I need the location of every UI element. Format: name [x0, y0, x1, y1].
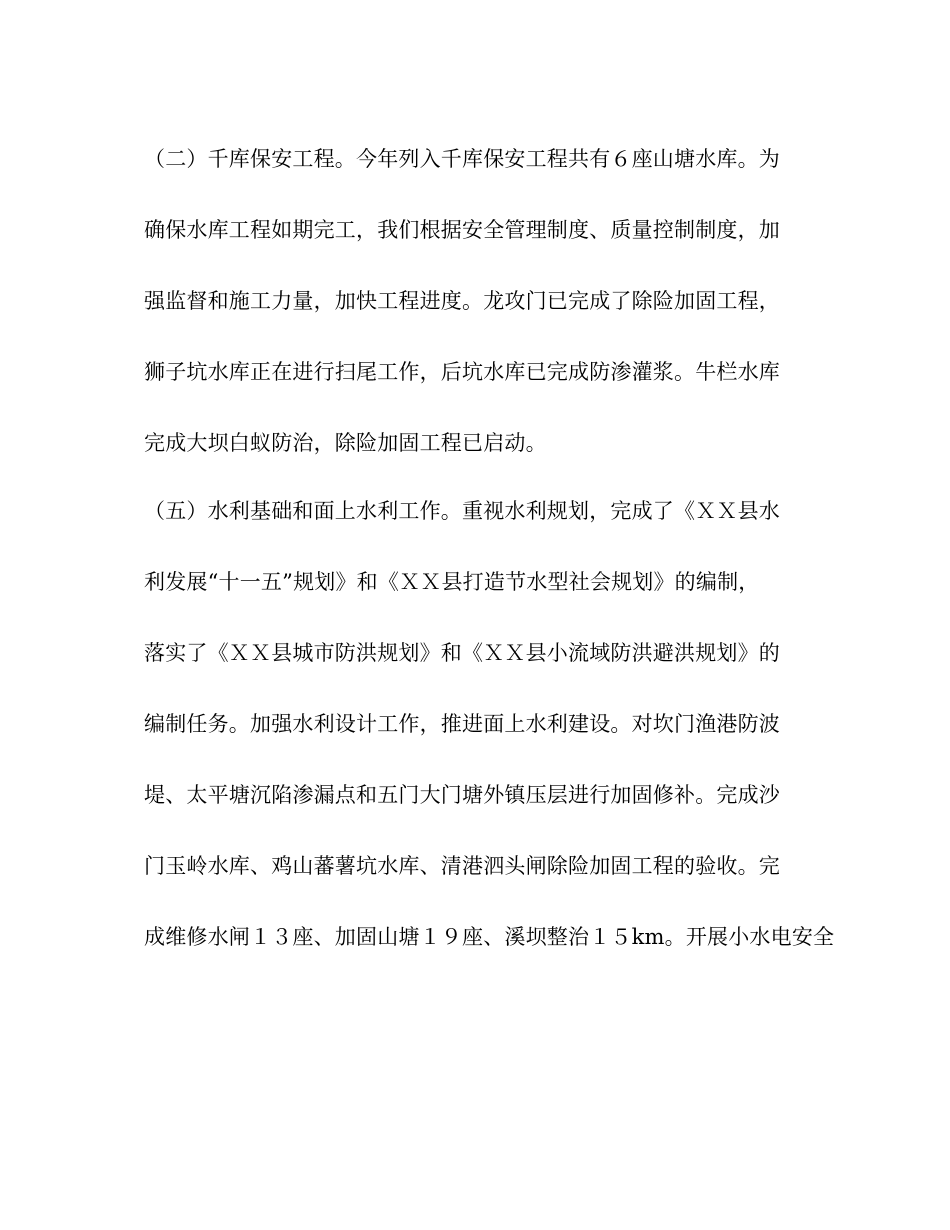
text-line: （二）千库保安工程。今年列入千库保安工程共有６座山塘水库。为: [144, 147, 780, 171]
text-line: 狮子坑水库正在进行扫尾工作，后坑水库已完成防渗灌浆。牛栏水库: [144, 360, 780, 384]
text-line: 编制任务。加强水利设计工作，推进面上水利建设。对坎门渔港防波: [144, 712, 780, 736]
text-line: 利发展“十一五”规划》和《ＸＸ县打造节水型社会规划》的编制，: [144, 570, 760, 594]
text-line: 门玉岭水库、鸡山蕃薯坑水库、清港泗头闸除险加固工程的验收。完: [144, 854, 780, 878]
text-line: 确保水库工程如期完工，我们根据安全管理制度、质量控制制度，加: [144, 218, 780, 242]
text-line: 完成大坝白蚁防治，除险加固工程已启动。: [144, 431, 547, 455]
text-line: 落实了《ＸＸ县城市防洪规划》和《ＸＸ县小流域防洪避洪规划》的: [144, 641, 780, 665]
text-line: （五）水利基础和面上水利工作。重视水利规划，完成了《ＸＸ县水: [144, 499, 780, 523]
text-line: 成维修水闸１３座、加固山塘１９座、溪坝整治１５km。开展小水电安全: [144, 925, 835, 949]
text-line: 强监督和施工力量，加快工程进度。龙攻门已完成了除险加固工程，: [144, 289, 780, 313]
text-line: 堤、太平塘沉陷渗漏点和五门大门塘外镇压层进行加固修补。完成沙: [144, 783, 780, 807]
